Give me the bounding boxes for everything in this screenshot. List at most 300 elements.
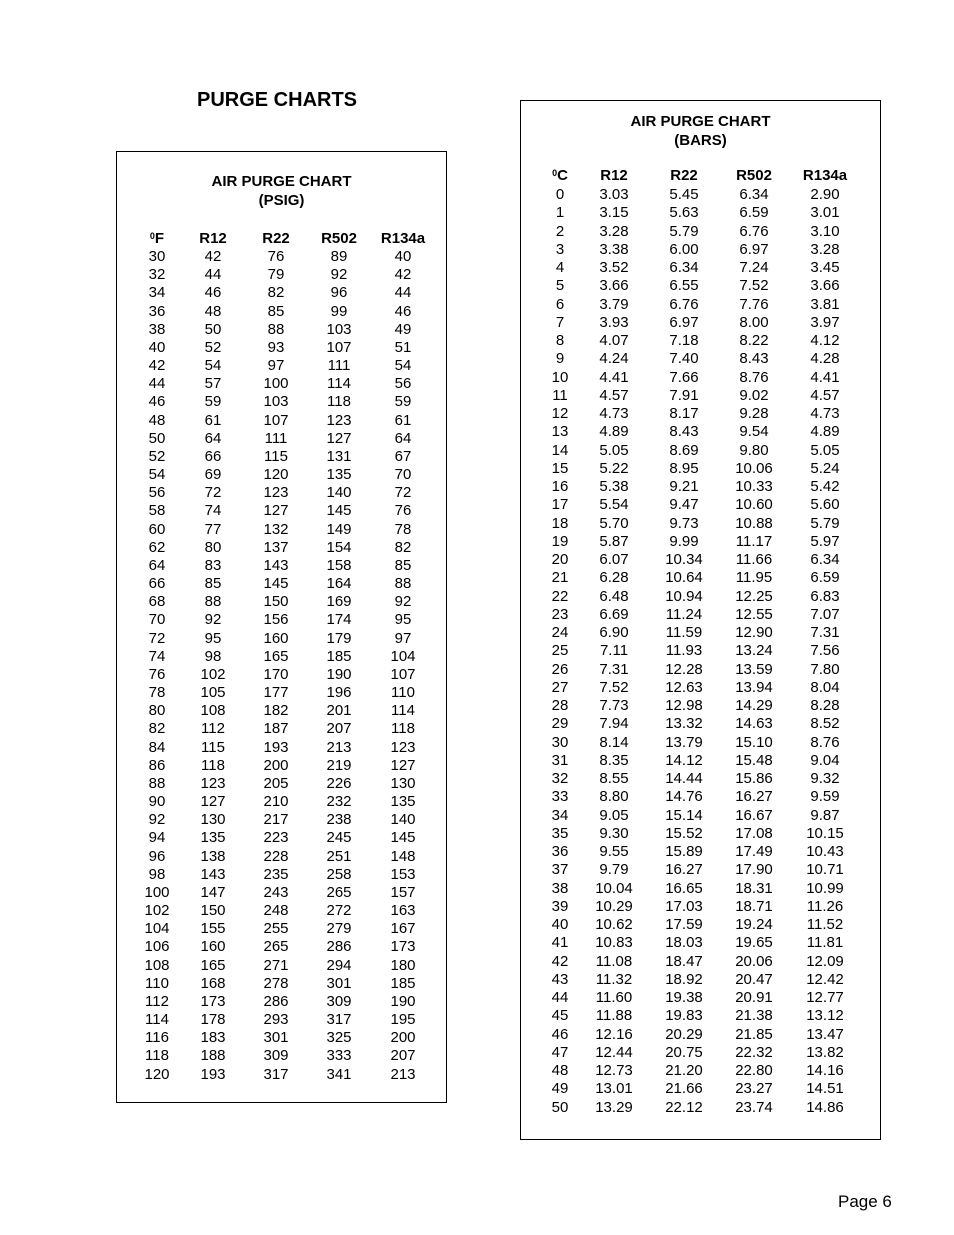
bars-table-cell: 25 — [551, 642, 569, 660]
bars-table-cell: 13.94 — [735, 678, 773, 696]
psig-table-cell: 190 — [390, 992, 416, 1010]
bars-chart-box — [520, 100, 881, 1140]
bars-table-cell: 17.59 — [665, 916, 703, 933]
psig-table-cell: 127 — [390, 756, 416, 774]
bars-table-cell: 18.03 — [665, 934, 703, 952]
bars-table-cell: 24 — [551, 624, 569, 641]
psig-table-cell: 248 — [263, 902, 289, 920]
psig-table-cell: 200 — [390, 1029, 416, 1047]
psig-table-cell: 66 — [204, 447, 222, 465]
bars-table-cell: 19.83 — [665, 1007, 703, 1025]
bars-table-cell: 4.41 — [599, 368, 629, 386]
psig-table-cell: 132 — [263, 520, 289, 538]
psig-table-cell: 92 — [330, 266, 348, 284]
psig-table-cell: 213 — [326, 738, 352, 756]
psig-table-cell: 341 — [326, 1065, 352, 1083]
bars-table-cell: 17.49 — [735, 843, 773, 860]
bars-table-cell: 4.73 — [810, 405, 840, 422]
bars-table-cell: 15.10 — [735, 733, 773, 751]
bars-table-cell: 14.16 — [806, 1062, 844, 1079]
psig-table-cell: 60 — [148, 520, 166, 538]
psig-table-cell: 188 — [200, 1047, 226, 1065]
psig-table-cell: 54 — [148, 466, 166, 484]
bars-table-cell: 12.63 — [665, 678, 703, 696]
bars-table-cell: 10.88 — [735, 514, 773, 532]
bars-table-cell: 3.93 — [599, 313, 629, 331]
bars-table-cell: 7.52 — [599, 678, 629, 696]
psig-table-cell: 135 — [326, 466, 352, 484]
bars-table-cell: 20.47 — [735, 970, 773, 988]
bars-table-cell: 2 — [555, 222, 565, 240]
psig-table-cell: 118 — [145, 1047, 169, 1065]
psig-table-cell: 88 — [394, 575, 412, 593]
bars-table-cell: 10.33 — [735, 478, 773, 495]
psig-table-cell: 279 — [326, 920, 352, 938]
bars-table-cell: 12.09 — [806, 952, 844, 970]
bars-table-cell: 18.31 — [735, 879, 773, 897]
bars-table-cell: 15.48 — [735, 751, 773, 769]
psig-table-cell: 182 — [263, 702, 289, 720]
psig-table-cell: 294 — [326, 956, 352, 974]
psig-table-cell: 143 — [263, 556, 289, 574]
psig-table-cell: 80 — [148, 702, 166, 720]
bars-table-cell: 6.83 — [810, 587, 840, 605]
bars-table-cell: 21.85 — [735, 1025, 773, 1043]
psig-table-cell: 251 — [326, 847, 352, 865]
bars-chart-title-line2: (BARS) — [674, 132, 727, 149]
psig-table-cell: 100 — [263, 375, 289, 393]
bars-table-cell: 11.26 — [806, 897, 844, 915]
bars-table-cell: 7 — [555, 313, 565, 331]
bars-table-cell: 6.34 — [739, 186, 769, 203]
bars-table-cell: 6.97 — [669, 313, 699, 331]
bars-table-cell: 5.24 — [810, 459, 840, 477]
psig-table-cell: 143 — [200, 865, 226, 883]
bars-temp-unit: C — [557, 167, 568, 184]
bars-table-cell: 6.55 — [669, 277, 699, 295]
psig-table-cell: 118 — [327, 393, 351, 411]
psig-table-cell: 207 — [326, 720, 352, 738]
psig-table-cell: 255 — [263, 920, 289, 938]
psig-table-cell: 325 — [326, 1029, 352, 1047]
psig-table-cell: 67 — [394, 447, 412, 465]
bars-table-cell: 6.48 — [599, 587, 629, 605]
bars-table-cell: 12 — [551, 405, 569, 422]
psig-chart-box — [116, 151, 447, 1103]
bars-table-cell: 9.28 — [739, 405, 769, 422]
bars-column-header: R12 — [600, 167, 628, 184]
psig-table-cell: 258 — [326, 865, 352, 883]
bars-table-cell: 15.89 — [665, 843, 703, 860]
bars-table-cell: 7.73 — [599, 697, 629, 714]
psig-table-cell: 145 — [263, 575, 289, 593]
bars-table-cell: 3.97 — [810, 313, 840, 331]
bars-table-cell: 9.55 — [599, 843, 629, 860]
bars-table-cell: 4.24 — [599, 350, 629, 368]
bars-table-cell: 6.34 — [669, 259, 699, 276]
bars-table-cell: 8.28 — [810, 697, 840, 714]
bars-table-cell: 3.66 — [810, 277, 840, 295]
bars-table-cell: 9.54 — [739, 423, 769, 441]
psig-table-cell: 44 — [394, 284, 412, 302]
psig-chart-title — [117, 172, 446, 210]
psig-table-cell: 112 — [145, 992, 169, 1010]
bars-table-cell: 3 — [555, 240, 565, 258]
bars-table-cell: 4.28 — [810, 350, 840, 368]
bars-table-cell: 10.29 — [595, 897, 633, 915]
psig-table-cell: 118 — [201, 756, 225, 774]
psig-table-cell: 183 — [200, 1029, 226, 1047]
psig-table-cell: 44 — [148, 375, 166, 393]
bars-table-cell: 4.89 — [810, 423, 840, 441]
psig-column-header: R134a — [380, 230, 426, 247]
bars-table-cell: 7.56 — [810, 642, 840, 660]
psig-table-cell: 127 — [200, 793, 226, 811]
bars-table-cell: 9.30 — [599, 824, 629, 842]
bars-table-cell: 6.97 — [739, 240, 769, 258]
psig-table-cell: 123 — [263, 484, 289, 502]
bars-table-cell: 5.79 — [810, 514, 840, 532]
bars-table-cell: 5.05 — [810, 441, 840, 459]
bars-table-cell: 23.74 — [735, 1098, 773, 1116]
psig-table-cell: 61 — [204, 411, 222, 429]
bars-table-cell: 13.29 — [595, 1098, 633, 1116]
bars-table-cell: 5.38 — [599, 478, 629, 495]
psig-table-cell: 108 — [200, 702, 226, 720]
psig-table-cell: 195 — [390, 1011, 416, 1029]
psig-table-cell: 85 — [267, 302, 285, 320]
psig-table-cell: 193 — [200, 1065, 226, 1083]
bars-table-cell: 12.90 — [735, 624, 773, 641]
bars-table-cell: 5.60 — [810, 496, 840, 514]
bars-table-cell: 18.92 — [665, 970, 703, 988]
psig-column-header: R22 — [262, 230, 290, 247]
bars-table-cell: 7.24 — [739, 259, 769, 276]
bars-table-cell: 9.73 — [669, 514, 699, 532]
bars-table-cell: 6.69 — [599, 605, 629, 623]
bars-table-cell: 7.31 — [810, 624, 840, 641]
psig-table-cell: 154 — [326, 538, 352, 556]
psig-table-cell: 76 — [267, 248, 285, 265]
bars-chart-title — [521, 112, 880, 150]
psig-table-cell: 64 — [148, 556, 166, 574]
bars-table-cell: 9.04 — [810, 751, 840, 769]
bars-table-cell: 13.79 — [665, 733, 703, 751]
bars-table-cell: 22.32 — [735, 1043, 773, 1061]
psig-table-cell: 58 — [148, 502, 166, 520]
bars-table-cell: 9.47 — [669, 496, 699, 514]
bars-table-cell: 4.12 — [810, 332, 840, 349]
bars-table-cell: 11.08 — [595, 952, 633, 970]
psig-table-cell: 97 — [267, 357, 285, 375]
psig-table-cell: 169 — [326, 593, 352, 611]
psig-table-cell: 74 — [148, 647, 166, 665]
bars-table-cell: 18.47 — [665, 952, 703, 970]
psig-table-cell: 148 — [390, 847, 416, 865]
psig-table-cell: 98 — [148, 865, 166, 883]
psig-table-cell: 245 — [326, 829, 352, 847]
bars-table-cell: 13.47 — [806, 1025, 844, 1043]
psig-table-cell: 317 — [263, 1065, 289, 1083]
bars-table-cell: 12.73 — [595, 1062, 633, 1079]
bars-table-cell: 8.14 — [599, 733, 629, 751]
bars-table-cell: 3.03 — [599, 186, 629, 203]
psig-table-cell: 102 — [144, 902, 170, 920]
bars-table-cell: 11.60 — [595, 989, 633, 1006]
bars-table-cell: 16.67 — [735, 806, 773, 824]
psig-table-cell: 107 — [326, 338, 352, 356]
psig-table-cell: 97 — [394, 629, 412, 647]
psig-table-cell: 271 — [263, 956, 289, 974]
psig-table-cell: 118 — [391, 720, 415, 738]
bars-table-cell: 7.11 — [599, 642, 629, 660]
psig-table-cell: 163 — [390, 902, 416, 920]
bars-table-cell: 9.32 — [810, 770, 840, 787]
psig-table-cell: 160 — [263, 629, 289, 647]
psig-table-cell: 42 — [148, 357, 166, 375]
psig-table-cell: 114 — [327, 375, 351, 393]
bars-table-cell: 14.12 — [665, 751, 703, 769]
bars-table-cell: 8.80 — [599, 788, 629, 806]
bars-table-cell: 7.07 — [810, 605, 840, 623]
bars-table-cell: 7.80 — [810, 660, 840, 678]
bars-table-cell: 11.93 — [665, 642, 703, 660]
psig-table-cell: 59 — [204, 393, 222, 411]
psig-table-cell: 32 — [148, 266, 166, 284]
psig-table-cell: 95 — [394, 611, 412, 629]
bars-table-cell: 9.80 — [739, 441, 769, 459]
psig-table-cell: 103 — [326, 320, 352, 338]
bars-table-cell: 4.73 — [599, 405, 629, 422]
bars-table-cell: 3.28 — [599, 222, 629, 240]
bars-table-cell: 7.76 — [739, 295, 769, 313]
bars-table-cell: 7.91 — [669, 386, 699, 404]
psig-table-cell: 76 — [394, 502, 412, 520]
psig-table-cell: 160 — [200, 938, 226, 956]
psig-table-cell: 226 — [326, 774, 352, 792]
bars-table-cell: 10.83 — [595, 934, 633, 952]
bars-table-cell: 6.34 — [810, 551, 840, 568]
bars-table-cell: 8.52 — [810, 715, 840, 733]
bars-table-cell: 23 — [551, 605, 569, 623]
psig-table-cell: 265 — [326, 883, 352, 901]
psig-table-cell: 187 — [263, 720, 289, 738]
bars-table-cell: 3.15 — [599, 204, 629, 222]
bars-table-cell: 3.10 — [810, 222, 840, 240]
bars-table-cell: 21.20 — [665, 1062, 703, 1079]
psig-table-cell: 82 — [148, 720, 166, 738]
bars-table-cell: 41 — [551, 934, 569, 952]
bars-table-cell: 5.63 — [669, 204, 699, 222]
psig-table-cell: 158 — [326, 556, 352, 574]
psig-table-cell: 94 — [148, 829, 166, 847]
psig-table-cell: 50 — [204, 320, 222, 338]
psig-column-header: R502 — [321, 230, 357, 247]
bars-table-cell: 3.45 — [810, 259, 840, 276]
bars-table-cell: 31 — [551, 751, 569, 769]
psig-table-cell: 127 — [263, 502, 289, 520]
psig-chart-title-line1: AIR PURGE CHART — [211, 173, 352, 190]
psig-table-cell: 50 — [148, 429, 166, 447]
psig-table-cell: 104 — [144, 920, 170, 938]
bars-table-cell: 2.90 — [810, 186, 840, 203]
bars-table-cell: 16.27 — [665, 861, 703, 879]
psig-table-cell: 155 — [200, 920, 226, 938]
psig-chart-title-line2: (PSIG) — [258, 192, 305, 209]
bars-table-cell: 18 — [551, 514, 569, 532]
psig-table-cell: 168 — [200, 974, 226, 992]
psig-table-cell: 54 — [204, 357, 222, 375]
psig-table-cell: 116 — [145, 1029, 169, 1047]
psig-table-cell: 82 — [394, 538, 412, 556]
psig-table-cell: 99 — [330, 302, 348, 320]
bars-table-cell: 50 — [551, 1098, 569, 1116]
psig-table-cell: 115 — [201, 738, 225, 756]
bars-table-cell: 11.17 — [735, 532, 773, 550]
bars-table-cell: 10.99 — [806, 879, 844, 897]
bars-table-cell: 8.76 — [810, 733, 840, 751]
psig-table-cell: 100 — [144, 883, 170, 901]
psig-table-cell: 196 — [326, 684, 352, 702]
bars-table-cell: 21.38 — [735, 1007, 773, 1025]
psig-table-cell: 205 — [263, 774, 289, 792]
bars-table-cell: 29 — [551, 715, 569, 733]
bars-table-cell: 6.28 — [599, 569, 629, 587]
page-number: Page 6 — [838, 1192, 892, 1211]
psig-table-cell: 135 — [200, 829, 226, 847]
psig-table-cell: 140 — [390, 811, 416, 829]
psig-table-cell: 179 — [326, 629, 352, 647]
psig-table-cell: 272 — [326, 902, 352, 920]
psig-table-cell: 102 — [200, 665, 226, 683]
bars-table-cell: 15.14 — [665, 806, 703, 824]
bars-table-cell: 20.91 — [735, 989, 773, 1006]
bars-table-cell: 19.24 — [735, 916, 773, 933]
bars-table-cell: 8.04 — [810, 678, 840, 696]
bars-table-cell: 17.08 — [735, 824, 773, 842]
psig-table-cell: 301 — [263, 1029, 289, 1047]
psig-table-cell: 56 — [394, 375, 412, 393]
bars-table-cell: 19 — [551, 532, 569, 550]
bars-table-cell: 8.35 — [599, 751, 629, 769]
bars-table-cell: 11.95 — [735, 569, 773, 587]
bars-table-cell: 48 — [551, 1062, 569, 1079]
bars-table-cell: 10.43 — [806, 843, 844, 860]
psig-table-cell: 123 — [200, 774, 226, 792]
bars-table-cell: 20 — [551, 551, 569, 568]
bars-table-cell: 4.41 — [810, 368, 840, 386]
bars-table-cell: 9 — [555, 350, 565, 368]
psig-table-cell: 333 — [326, 1047, 352, 1065]
bars-table-cell: 9.21 — [669, 478, 699, 495]
psig-table-cell: 223 — [263, 829, 289, 847]
psig-table-cell: 92 — [394, 593, 412, 611]
bars-table-cell: 23.27 — [735, 1080, 773, 1098]
bars-table-cell: 22.12 — [665, 1098, 703, 1116]
bars-table-cell: 12.77 — [806, 989, 844, 1006]
bars-table-cell: 3.38 — [599, 240, 629, 258]
psig-table-cell: 243 — [263, 883, 289, 901]
psig-table-cell: 309 — [326, 992, 352, 1010]
bars-table-cell: 7.52 — [739, 277, 769, 295]
psig-table-cell: 114 — [145, 1011, 169, 1029]
bars-table-cell: 7.94 — [599, 715, 629, 733]
psig-table-cell: 173 — [200, 992, 226, 1010]
psig-table-cell: 217 — [263, 811, 289, 829]
bars-table-cell: 6.00 — [669, 240, 699, 258]
psig-table-cell: 201 — [326, 702, 352, 720]
psig-table-cell: 309 — [263, 1047, 289, 1065]
bars-table-cell: 5.87 — [599, 532, 629, 550]
psig-table-cell: 135 — [390, 793, 416, 811]
psig-column-header: R12 — [199, 230, 227, 247]
psig-table-cell: 165 — [200, 956, 226, 974]
psig-table-cell: 70 — [394, 466, 412, 484]
psig-table-cell: 150 — [200, 902, 226, 920]
bars-table-cell: 45 — [551, 1007, 569, 1025]
psig-table-cell: 286 — [326, 938, 352, 956]
bars-table-cell: 3.81 — [810, 295, 840, 313]
bars-table-cell: 7.31 — [599, 660, 629, 678]
bars-table-cell: 9.05 — [599, 806, 629, 824]
bars-table-cell: 11.32 — [595, 970, 633, 988]
psig-table-cell: 149 — [326, 520, 352, 538]
bars-table-cell: 15.86 — [735, 770, 773, 787]
psig-table-cell: 265 — [263, 938, 289, 956]
bars-table-cell: 3.79 — [599, 295, 629, 313]
psig-table-cell: 140 — [326, 484, 352, 502]
bars-table-cell: 14.86 — [806, 1098, 844, 1116]
psig-table-cell: 111 — [327, 357, 351, 375]
bars-table-cell: 12.55 — [735, 605, 773, 623]
bars-table-cell: 5.45 — [669, 186, 699, 203]
bars-table-cell: 8.00 — [739, 313, 769, 331]
bars-table-cell: 0 — [555, 186, 565, 203]
bars-table-cell: 11.66 — [735, 551, 773, 568]
bars-table-cell: 10.06 — [735, 459, 773, 477]
psig-table-cell: 145 — [326, 502, 352, 520]
psig-table-cell: 111 — [264, 429, 288, 447]
psig-table-cell: 59 — [394, 393, 412, 411]
psig-table-cell: 177 — [263, 684, 289, 702]
bars-table-cell: 30 — [551, 733, 569, 751]
bars-table-cell: 6.76 — [739, 222, 769, 240]
psig-table-cell: 76 — [148, 665, 166, 683]
bars-table-cell: 7.66 — [669, 368, 699, 386]
bars-table-cell: 7.40 — [669, 350, 699, 368]
bars-table-cell: 17.90 — [735, 861, 773, 879]
bars-column-header: R22 — [670, 167, 698, 184]
psig-table-cell: 106 — [144, 938, 170, 956]
psig-table-cell: 61 — [394, 411, 412, 429]
bars-table-cell: 1 — [555, 204, 565, 222]
bars-table-cell: 10.04 — [595, 879, 633, 897]
psig-table-cell: 108 — [144, 956, 170, 974]
psig-table-cell: 74 — [204, 502, 222, 520]
bars-table-cell: 11.88 — [595, 1007, 633, 1025]
psig-table-cell: 145 — [390, 829, 416, 847]
bars-table-cell: 14.44 — [665, 770, 703, 787]
psig-table-cell: 83 — [204, 556, 222, 574]
bars-table-cell: 15 — [551, 459, 569, 477]
bars-table-cell: 6.07 — [599, 551, 629, 568]
bars-table-cell: 14.51 — [806, 1080, 844, 1098]
psig-table-cell: 88 — [267, 320, 285, 338]
psig-table-cell: 68 — [148, 593, 166, 611]
bars-table-cell: 11.59 — [665, 624, 703, 641]
psig-temp-unit: F — [154, 230, 165, 247]
psig-table-cell: 156 — [263, 611, 289, 629]
